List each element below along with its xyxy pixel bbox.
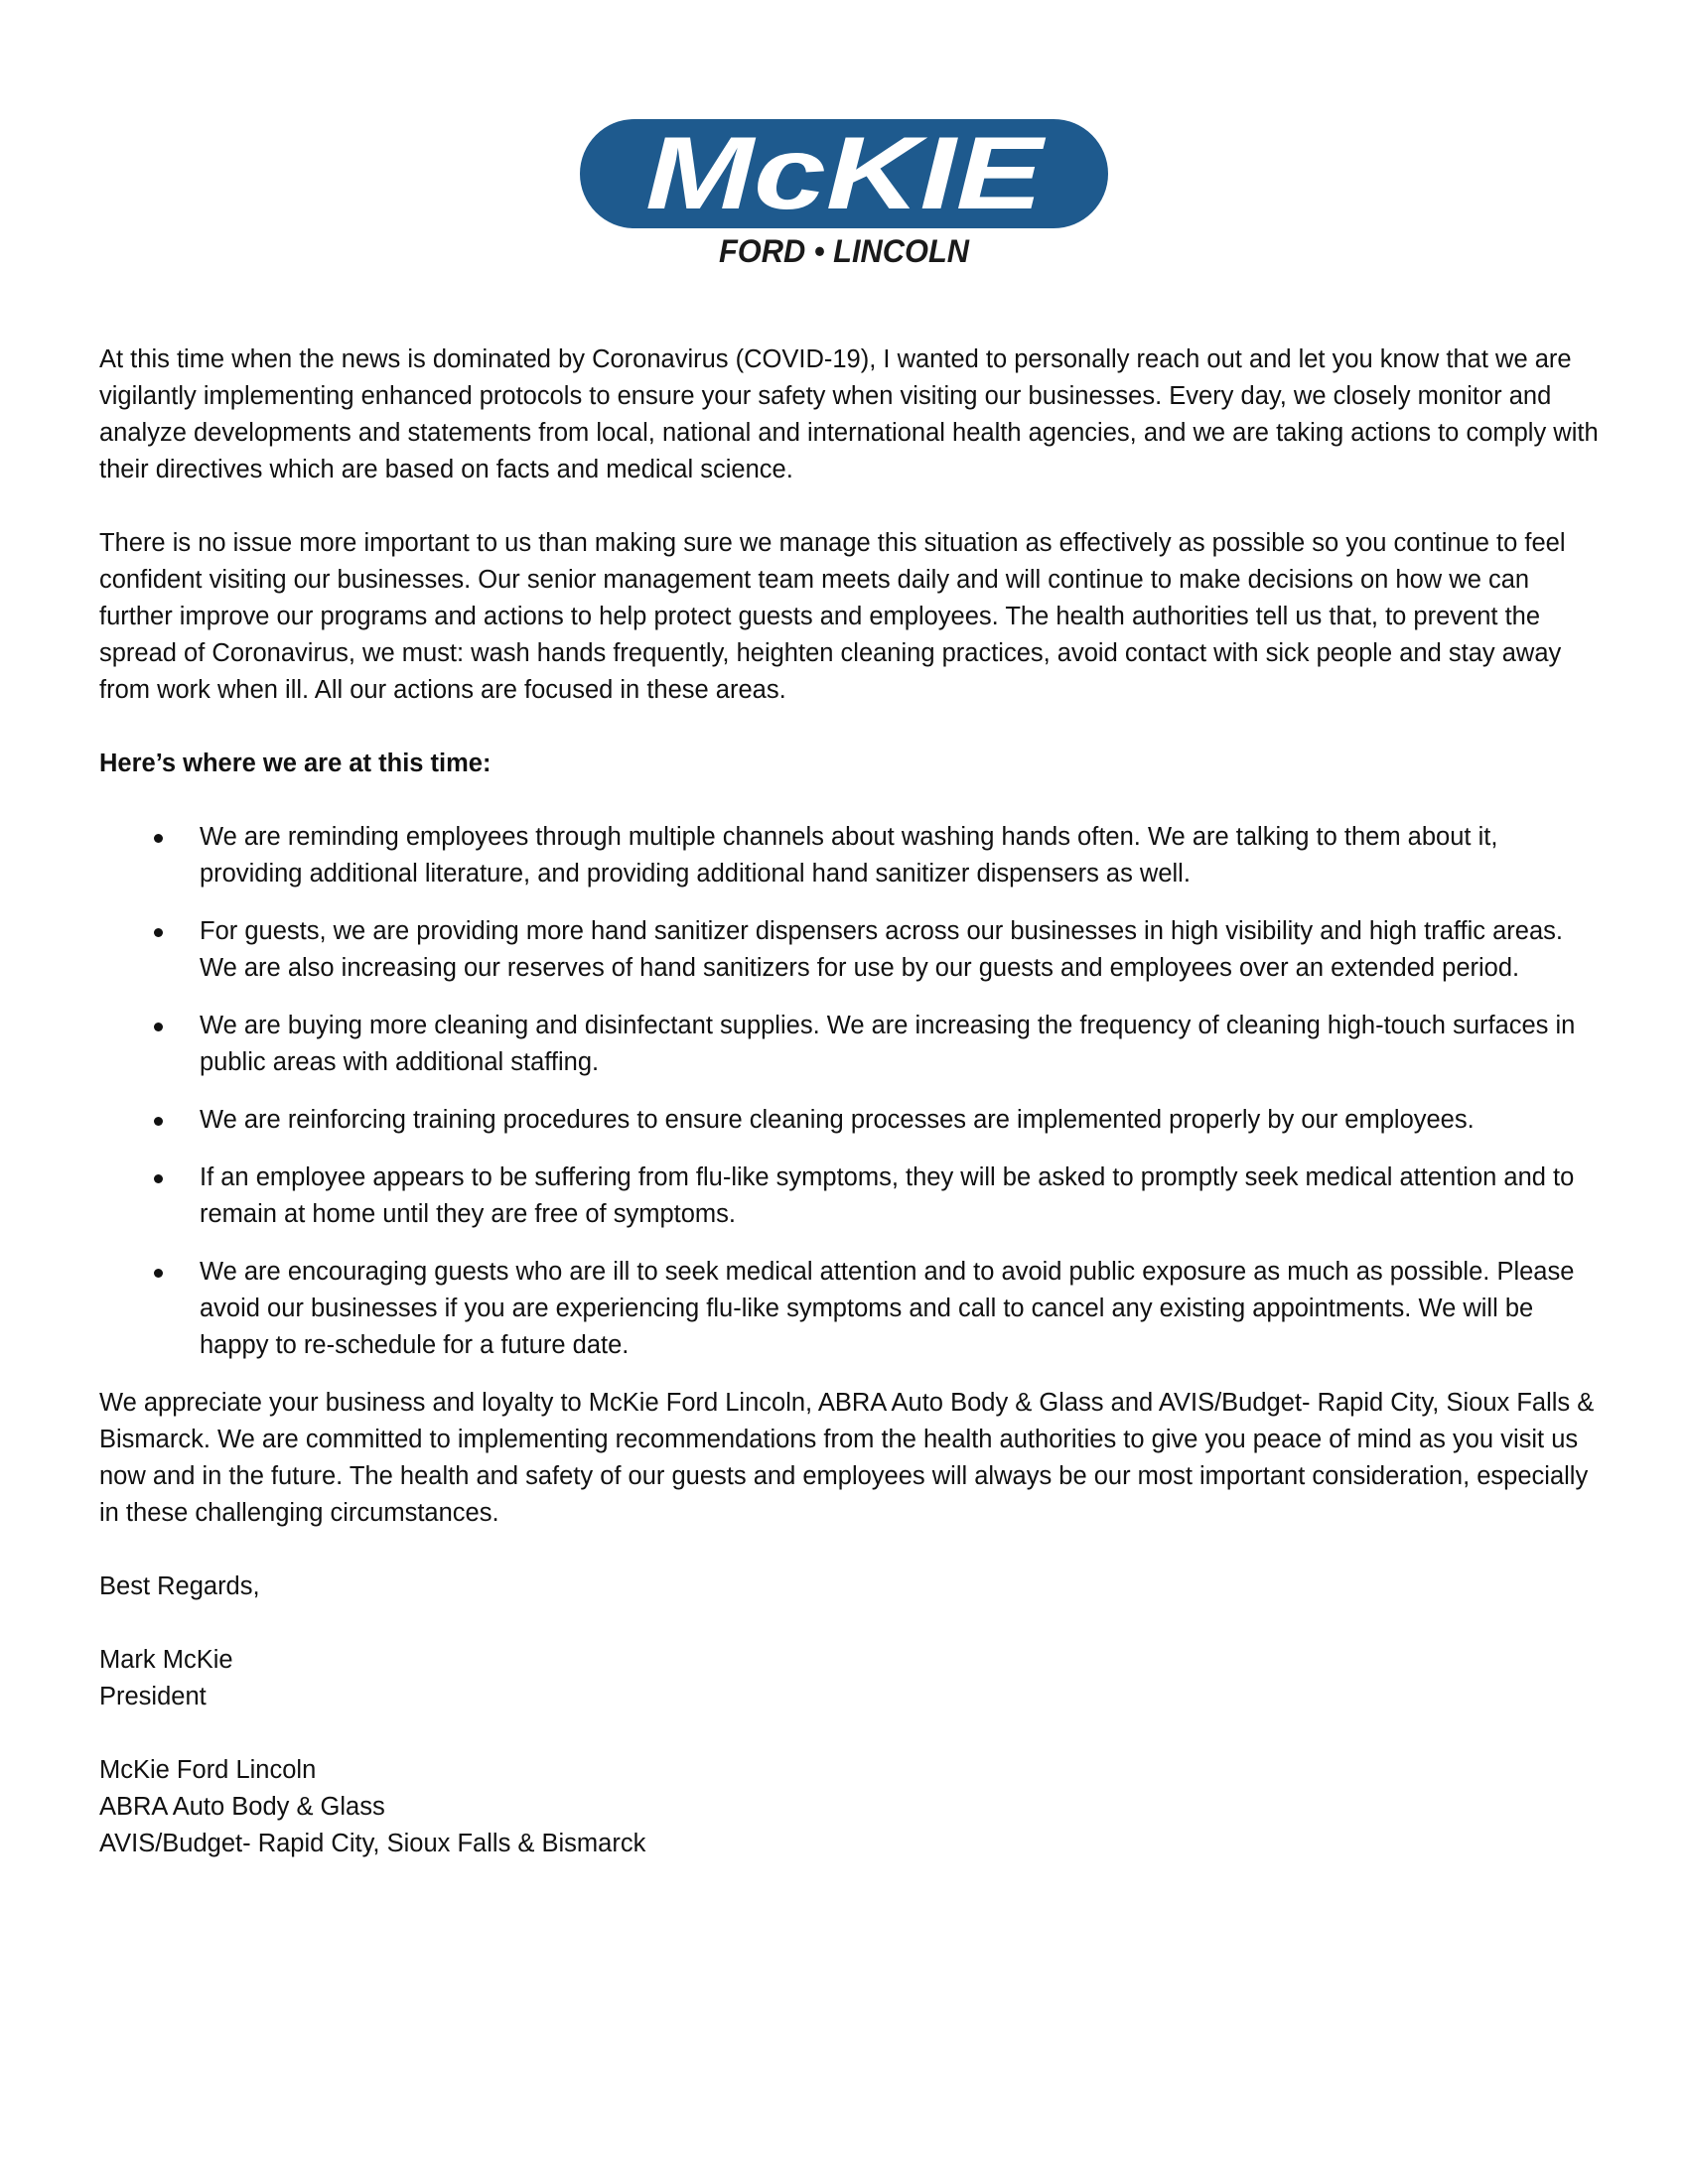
logo-brand-text: McKIE (645, 117, 1047, 231)
list-item (99, 913, 1599, 987)
measures-list (99, 819, 1599, 1364)
signer-title: President (99, 1683, 207, 1710)
logo-graphic (576, 117, 1112, 266)
mckie-ford-lincoln-logo (576, 117, 1112, 266)
signer-name: Mark McKie (99, 1646, 233, 1674)
bullet-icon (154, 1174, 163, 1183)
status-heading: Here’s where we are at this time: (99, 750, 492, 777)
list-item (99, 1160, 1599, 1233)
list-item (99, 1102, 1599, 1139)
list-item-text: We are encouraging guests who are ill to seek medical attention and to avoid public exposure as much as possible. Please avoid our businesses if you are experiencing flu-like symptoms and call to cancel any existing appointments. We will be happy to re-schedule for a future date. (200, 1258, 1575, 1359)
bullet-icon (154, 834, 163, 843)
bullet-icon (154, 1023, 163, 1031)
list-item-text: We are reinforcing training procedures to ensure cleaning processes are implemented properly by our employees. (200, 1106, 1475, 1134)
list-item-text: We are reminding employees through multiple channels about washing hands often. We are talking to them about it, providing additional literature, and providing additional hand sanitizer dispensers as well. (200, 823, 1498, 887)
business-name: McKie Ford Lincoln (99, 1756, 317, 1784)
bullet-icon (154, 928, 163, 937)
closing-paragraph: We appreciate your business and loyalty to McKie Ford Lincoln, ABRA Auto Body & Glass and AVIS/Budget- Rapid City, Sioux Falls & Bismarck. We are committed to implementing recommendations from the health authorities to give you peace of mind as you visit us now and in the future. The health and safety of our guests and employees will always be our most important consideration, especially in these challenging circumstances. (99, 1389, 1595, 1527)
signature-block (99, 1642, 1599, 1715)
list-item (99, 1254, 1599, 1364)
bullet-icon (154, 1117, 163, 1126)
intro-paragraph-1: At this time when the news is dominated by Coronavirus (COVID-19), I wanted to personally reach out and let you know that we are vigilantly implementing enhanced protocols to ensure your safety when visiting our businesses. Every day, we closely monitor and analyze developments and statements from local, national and international health agencies, and we are taking actions to comply with their directives which are based on facts and medical science. (99, 345, 1599, 483)
business-list (99, 1752, 1599, 1862)
business-name: AVIS/Budget- Rapid City, Sioux Falls & Bismarck (99, 1830, 646, 1857)
logo-subtitle-text: FORD • LINCOLN (719, 233, 970, 266)
list-item (99, 819, 1599, 892)
sign-off: Best Regards, (99, 1572, 260, 1600)
list-item-text: For guests, we are providing more hand sanitizer dispensers across our businesses in high visibility and high traffic areas. We are also increasing our reserves of hand sanitizers for use by our guests and employees over an extended period. (200, 917, 1563, 982)
letter-body (99, 341, 1599, 1899)
business-name: ABRA Auto Body & Glass (99, 1793, 385, 1821)
intro-paragraph-2: There is no issue more important to us than making sure we manage this situation as effectively as possible so you continue to feel confident visiting our businesses. Our senior management team meets daily and will continue to make decisions on how we can further improve our programs and actions to help protect guests and employees. The health authorities tell us that, to prevent the spread of Coronavirus, we must: wash hands frequently, heighten cleaning practices, avoid contact with sick people and stay away from work when ill. All our actions are focused in these areas. (99, 529, 1566, 704)
list-item-text: If an employee appears to be suffering from flu-like symptoms, they will be asked to promptly seek medical attention and to remain at home until they are free of symptoms. (200, 1163, 1575, 1228)
bullet-icon (154, 1269, 163, 1278)
list-item-text: We are buying more cleaning and disinfectant supplies. We are increasing the frequency of cleaning high-touch surfaces in public areas with additional staffing. (200, 1012, 1576, 1076)
list-item (99, 1008, 1599, 1081)
